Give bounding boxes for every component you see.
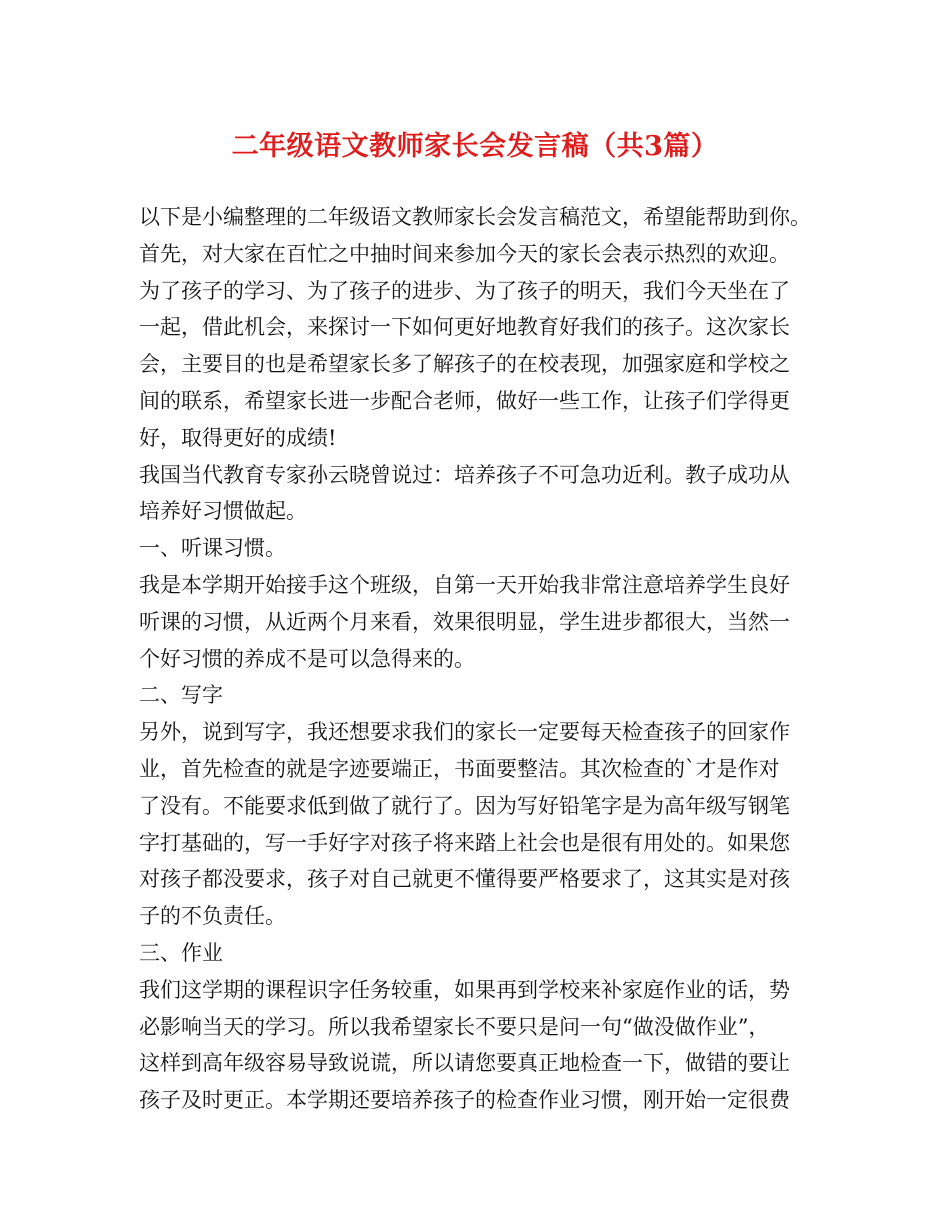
- paragraph-line: 好，取得更好的成绩!: [139, 425, 337, 450]
- paragraph-line: 个好习惯的养成不是可以急得来的。: [139, 646, 475, 671]
- paragraph-line: 字打基础的，写一手好字对孩子将来踏上社会也是很有用处的。如果您: [139, 830, 790, 855]
- paragraph-line: 孩子及时更正。本学期还要培养孩子的检查作业习惯，刚开始一定很费: [139, 1088, 790, 1113]
- section-heading: 三、作业: [139, 940, 223, 965]
- paragraph-line: 这样到高年级容易导致说谎，所以请您要真正地检查一下，做错的要让: [139, 1051, 790, 1076]
- paragraph-line: 培养好习惯做起。: [139, 499, 307, 524]
- paragraph-line: 对孩子都没要求，孩子对自己就更不懂得要严格要求了，这其实是对孩: [139, 867, 790, 892]
- section-heading: 二、写字: [139, 683, 223, 708]
- paragraph-line: 我国当代教育专家孙云晓曾说过：培养孩子不可急功近利。教子成功从: [139, 462, 790, 487]
- section-heading: 一、听课习惯。: [139, 536, 286, 561]
- paragraph-line: 一起，借此机会，来探讨一下如何更好地教育好我们的孩子。这次家长: [139, 315, 790, 340]
- paragraph-line: 间的联系，希望家长进一步配合老师，做好一些工作，让孩子们学得更: [139, 388, 790, 413]
- paragraph-line: 会，主要目的也是希望家长多了解孩子的在校表现，加强家庭和学校之: [139, 352, 790, 377]
- paragraph-line: 必影响当天的学习。所以我希望家长不要只是问一句“做没做作业”，: [139, 1014, 770, 1039]
- paragraph-line: 子的不负责任。: [139, 904, 286, 929]
- paragraph-line: 业，首先检查的就是字迹要端正，书面要整洁。其次检查的`才是作对: [139, 756, 780, 781]
- paragraph-line: 以下是小编整理的二年级语文教师家长会发言稿范文，希望能帮助到你。: [139, 205, 811, 229]
- paragraph-line: 我是本学期开始接手这个班级，自第一天开始我非常注意培养学生良好: [139, 572, 790, 597]
- document-body: [139, 199, 819, 1119]
- paragraph-line: 了没有。不能要求低到做了就行了。因为写好铅笔字是为高年级写钢笔: [139, 793, 790, 818]
- document-title: 二年级语文教师家长会发言稿（共3篇）: [231, 131, 719, 162]
- paragraph-line: 听课的习惯，从近两个月来看，效果很明显，学生进步都很大，当然一: [139, 609, 790, 634]
- paragraph-line: 为了孩子的学习、为了孩子的进步、为了孩子的明天，我们今天坐在了: [139, 278, 790, 303]
- paragraph-line: 我们这学期的课程识字任务较重，如果再到学校来补家庭作业的话，势: [139, 977, 790, 1002]
- paragraph-line: 首先，对大家在百忙之中抽时间来参加今天的家长会表示热烈的欢迎。: [139, 241, 790, 266]
- paragraph-line: 另外，说到写字，我还想要求我们的家长一定要每天检查孩子的回家作: [139, 720, 790, 745]
